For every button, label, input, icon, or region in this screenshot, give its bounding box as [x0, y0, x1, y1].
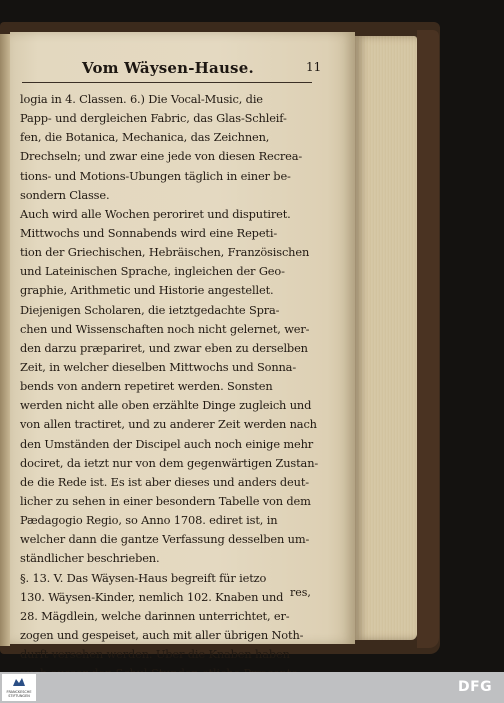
page-edges: [355, 36, 417, 640]
header-rule: [22, 82, 312, 83]
text-line: tions- und Motions-Ubungen täglich in einer be-: [20, 168, 291, 183]
text-line: chen und Wissenschaften noch nicht gelernet, wer-: [20, 321, 310, 336]
text-line: Papp- und dergleichen Fabric, das Glas-Schleif-: [20, 111, 287, 126]
library-emblem-icon: [12, 677, 26, 687]
text-line: de die Rede ist. Es ist aber dieses und anders deut-: [20, 474, 309, 489]
page-number: 11: [306, 60, 322, 74]
footer-bar: [0, 672, 504, 703]
text-line: logia in 4. Classen. 6.) Die Vocal-Music, die: [20, 92, 263, 106]
text-line: durft versehen werden. Uber die Knaben haben: [20, 647, 290, 662]
library-logo-text: FRANCKESCHE STIFTUNGEN: [6, 690, 32, 698]
text-line: Diejenigen Scholaren, die ietztgedachte Spra-: [20, 302, 280, 317]
text-line: bends von andern repetiret werden. Sonsten: [20, 379, 273, 394]
text-line: graphie, Arithmetic und Historie angestellet.: [20, 283, 274, 298]
text-line: welcher dann die gantze Verfassung desselben um-: [20, 532, 310, 547]
text-line: Drechseln; und zwar eine jede von diesen Recrea-: [20, 149, 303, 164]
text-line: 28. Mägdlein, welche darinnen unterrichtet, er-: [20, 608, 290, 623]
text-line: Mittwochs und Sonnabends wird eine Repeti-: [20, 225, 278, 240]
text-line: fen, die Botanica, Mechanica, das Zeichnen,: [20, 130, 270, 145]
text-line: zogen und gespeiset, auch mit aller übrigen Noth-: [20, 627, 304, 642]
text-line: von allen tractiret, und zu anderer Zeit werden nach: [20, 417, 317, 432]
running-title: Vom Wäysen-Hause.: [82, 59, 254, 77]
text-line: Auch wird alle Wochen peroriret und disputiret.: [20, 206, 291, 221]
text-line: §. 13. V. Das Wäysen-Haus begreift für ietzo: [20, 570, 267, 585]
text-line: und Lateinischen Sprache, ingleichen der Geo-: [20, 264, 285, 279]
text-line: tion der Griechischen, Hebräischen, Französischen: [20, 245, 310, 260]
running-head: [10, 58, 355, 82]
dfg-logo[interactable]: DFG: [458, 679, 493, 695]
text-line: sondern Classe.: [20, 187, 110, 202]
left-page-edge: [0, 34, 10, 646]
text-block: [20, 90, 320, 683]
text-line: werden nicht alle oben erzählte Dinge zugleich und: [20, 398, 312, 413]
text-line: den darzu præpariret, und zwar eben zu derselben: [20, 340, 308, 355]
text-line: den Umständen der Discipel auch noch einige mehr: [20, 436, 314, 451]
cover-edge: [417, 30, 439, 648]
text-line: 130. Wäysen-Kinder, nemlich 102. Knaben und: [20, 589, 284, 604]
text-line: ständlicher beschrieben.: [20, 551, 160, 566]
text-line: Pædagogio Regio, so Anno 1708. ediret ist, in: [20, 513, 278, 528]
catchword: res,: [290, 586, 311, 599]
text-line: Zeit, in welcher dieselben Mittwochs und Sonna-: [20, 359, 297, 374]
text-line: dociret, da ietzt nur von dem gegenwärtigen Zustan-: [20, 455, 319, 470]
text-line: licher zu sehen in einer besondern Tabelle von dem: [20, 493, 311, 508]
